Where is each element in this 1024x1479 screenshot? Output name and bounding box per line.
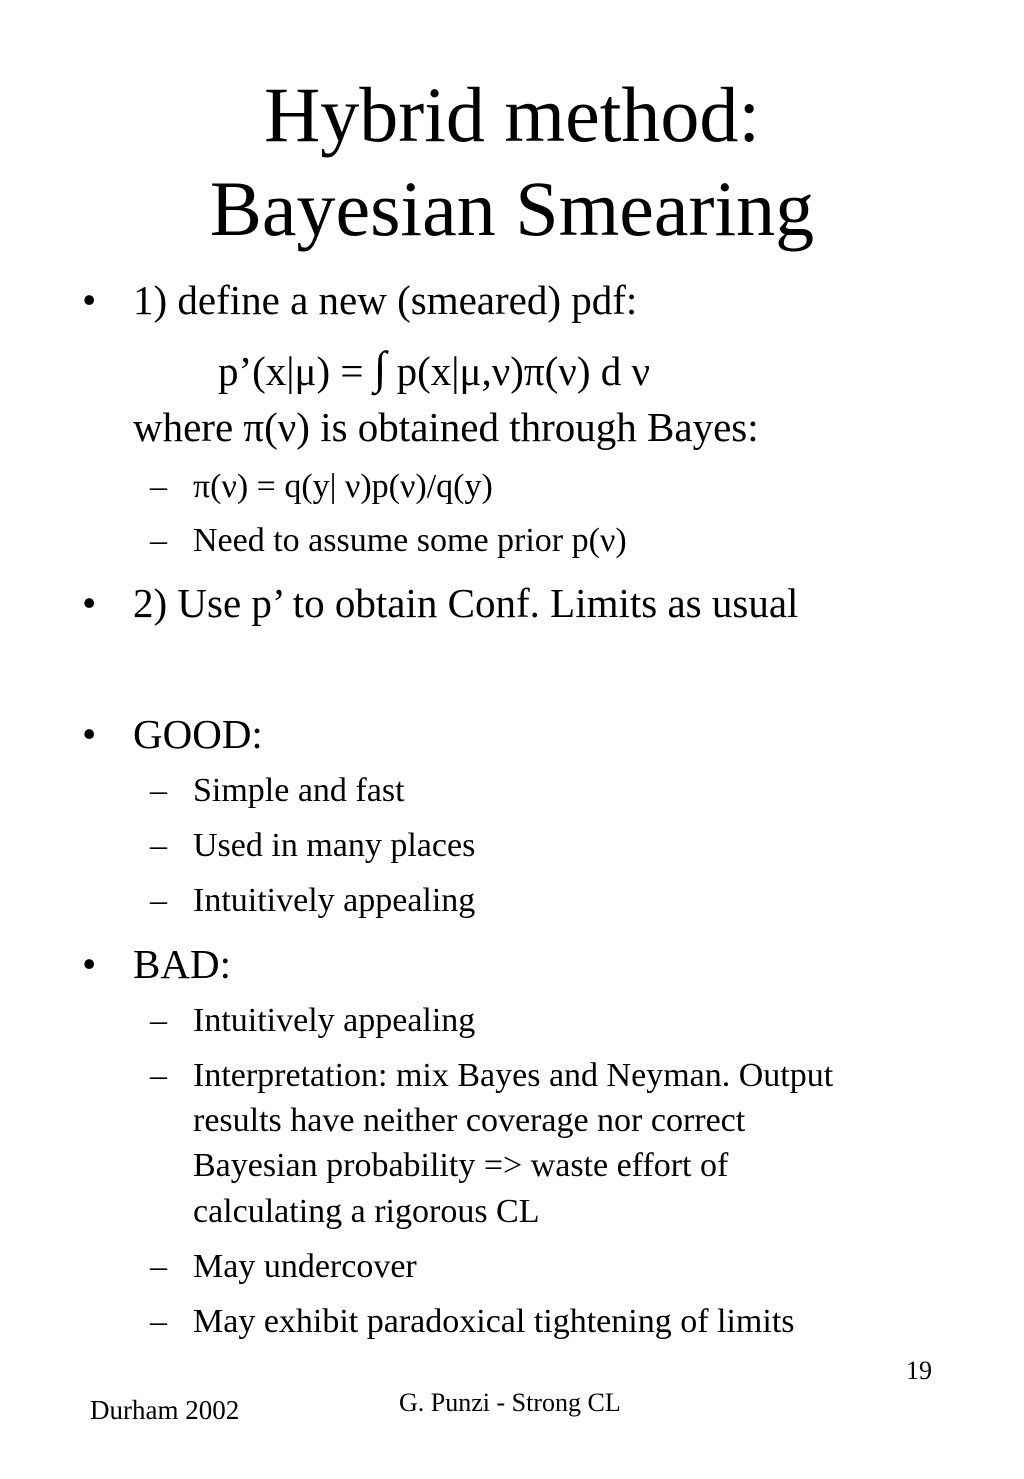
dash-marker: – <box>150 522 167 559</box>
where-text: where π(ν) is obtained through Bayes: <box>133 404 759 450</box>
sub-item-text: Need to assume some prior p(ν) <box>193 522 627 559</box>
bullet-text: BAD: <box>133 941 231 987</box>
sub-item-text: Used in many places <box>193 827 476 864</box>
dash-marker: – <box>150 1303 167 1340</box>
title-line-2: Bayesian Smearing <box>209 165 815 252</box>
sub-item-text-line-1: Interpretation: mix Bayes and Neyman. Output <box>193 1057 834 1094</box>
dash-marker: – <box>150 882 167 919</box>
sub-item-text: Intuitively appealing <box>193 1002 476 1039</box>
sub-item-text: π(ν) = q(y| ν)p(ν)/q(y) <box>193 468 493 505</box>
smeared-pdf-formula <box>218 342 651 395</box>
sub-item-text: May undercover <box>193 1248 417 1285</box>
bullet-text: GOOD: <box>133 711 263 757</box>
page-number: 19 <box>906 1356 932 1385</box>
dash-marker: – <box>150 1057 167 1094</box>
sub-item-text-line-2: results have neither coverage nor correct <box>193 1102 746 1139</box>
footer-center: G. Punzi - Strong CL <box>399 1388 621 1417</box>
sub-item-text: Simple and fast <box>193 772 405 809</box>
bullet-marker: • <box>82 277 97 323</box>
sub-item-text-line-4: calculating a rigorous CL <box>193 1193 540 1230</box>
dash-marker: – <box>150 468 167 505</box>
bullet-marker: • <box>82 711 97 757</box>
bullet-text: 2) Use p’ to obtain Conf. Limits as usual <box>133 580 799 626</box>
sub-item-text-line-3: Bayesian probability => waste effort of <box>193 1147 729 1184</box>
bullet-marker: • <box>82 580 97 626</box>
formula-rhs: p(x|μ,ν)π(ν) d ν <box>396 348 651 394</box>
dash-marker: – <box>150 1248 167 1285</box>
bullet-text: 1) define a new (smeared) pdf: <box>133 277 638 323</box>
footer-left: Durham 2002 <box>90 1395 240 1425</box>
dash-marker: – <box>150 827 167 864</box>
sub-item-text: May exhibit paradoxical tightening of limits <box>193 1303 795 1340</box>
title-line-1: Hybrid method: <box>263 71 761 158</box>
integral-symbol: ∫ <box>373 342 387 393</box>
sub-item-text: Intuitively appealing <box>193 882 476 919</box>
bullet-marker: • <box>82 941 97 987</box>
dash-marker: – <box>150 772 167 809</box>
slide-title <box>0 68 1024 256</box>
formula-lhs: p’(x|μ) = <box>218 348 364 394</box>
dash-marker: – <box>150 1002 167 1039</box>
